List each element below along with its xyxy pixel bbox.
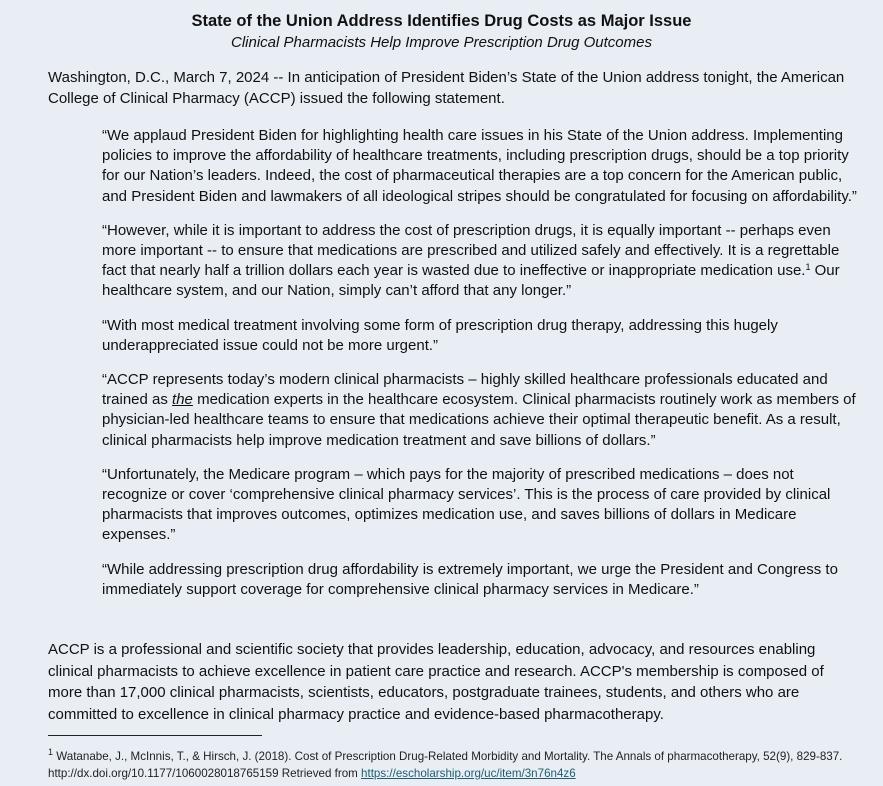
emphasis-the: the — [172, 391, 193, 409]
quote-urgency: “With most medical treatment involving some form of prescription drug therapy, addressing this hugely underappreciated issue could not be more urgent.” — [102, 316, 778, 354]
footnote-marker: 1 — [48, 747, 54, 757]
quote-accp-role-text-2: medication experts in the healthcare ecosystem. Clinical pharmacists routinely work as members of physician-led healthcare teams to ensure that medications achieve their optimal therapeutic benefit. As a result, clinical pharmacists help improve medication treatment and save billions of dollars.” — [102, 391, 856, 449]
quote-affordability: “We applaud President Biden for highlighting health care issues in his State of the Union address. Implementing policies to improve the affordability of healthcare treatments, including prescription drugs, should be a top priority for our Nation’s leaders. Indeed, the cost of pharmaceutical therapies are a top concern for the American public, and President Biden and lawmakers of all ideological stripes should be congratulated for focusing on affordability.” — [102, 127, 857, 205]
page-subtitle: Clinical Pharmacists Help Improve Prescription Drug Outcomes — [231, 34, 652, 51]
quote-safety — [102, 221, 862, 302]
lead-paragraph: Washington, D.C., March 7, 2024 -- In anticipation of President Biden’s State of the Union address tonight, the American College of Clinical Pharmacy (ACCP) issued the following statement. — [48, 69, 845, 107]
quote-accp-role-text-1: “ACCP represents today’s modern clinical pharmacists – highly skilled healthcare professionals educated and trained as — [102, 371, 828, 409]
quote-medicare: “Unfortunately, the Medicare program – which pays for the majority of prescribed medications – does not recognize or cover ‘comprehensive clinical pharmacy services’. This is the process of care provided by clinical pharmacists that improves outcomes, optimizes medication use, and saves billions of dollars in Medicare expenses.” — [102, 465, 831, 544]
footnote-reference[interactable]: 1 — [805, 262, 811, 273]
about-accp-paragraph: ACCP is a professional and scientific society that provides leadership, education, advocacy, and resources enabling clinical pharmacists to achieve excellence in patient care practice and research. ACCP's membership is composed of more than 17,000 clinical pharmacists, scientists, educators, postgraduate trainees, students, and others who are committed to excellence in clinical pharmacy practice and evidence-based pharmacotherapy. — [48, 641, 824, 723]
footnote-citation: Watanabe, J., McInnis, T., & Hirsch, J. (2018). Cost of Prescription Drug-Related Morbidity and Mortality. The Annals of pharmacotherapy, 52(9), 829-837. http://dx.doi.org/10.1177/1060028018765159 Retrieved from — [48, 750, 843, 780]
footnote-link[interactable]: https://escholarship.org/uc/item/3n76n4z6 — [361, 767, 576, 780]
statement-quotes — [102, 126, 862, 614]
quote-safety-text-2: Our healthcare system, and our Nation, simply can’t afford that any longer.” — [102, 262, 840, 300]
quote-safety-text-1: “However, while it is important to address the cost of prescription drugs, it is equally important -- perhaps even more important -- to ensure that medications are prescribed and utilized safely and effectively. It is a regrettable fact that nearly half a trillion dollars each year is wasted due to ineffective or inappropriate medication use. — [102, 221, 840, 280]
quote-accp-role — [102, 370, 862, 451]
page-title: State of the Union Address Identifies Drug Costs as Major Issue — [191, 12, 692, 30]
quote-coverage: “While addressing prescription drug affordability is extremely important, we urge the President and Congress to immediately support coverage for comprehensive clinical pharmacy services in Medicare.” — [102, 560, 838, 598]
footnote-divider — [48, 735, 262, 736]
footnote — [48, 748, 858, 782]
